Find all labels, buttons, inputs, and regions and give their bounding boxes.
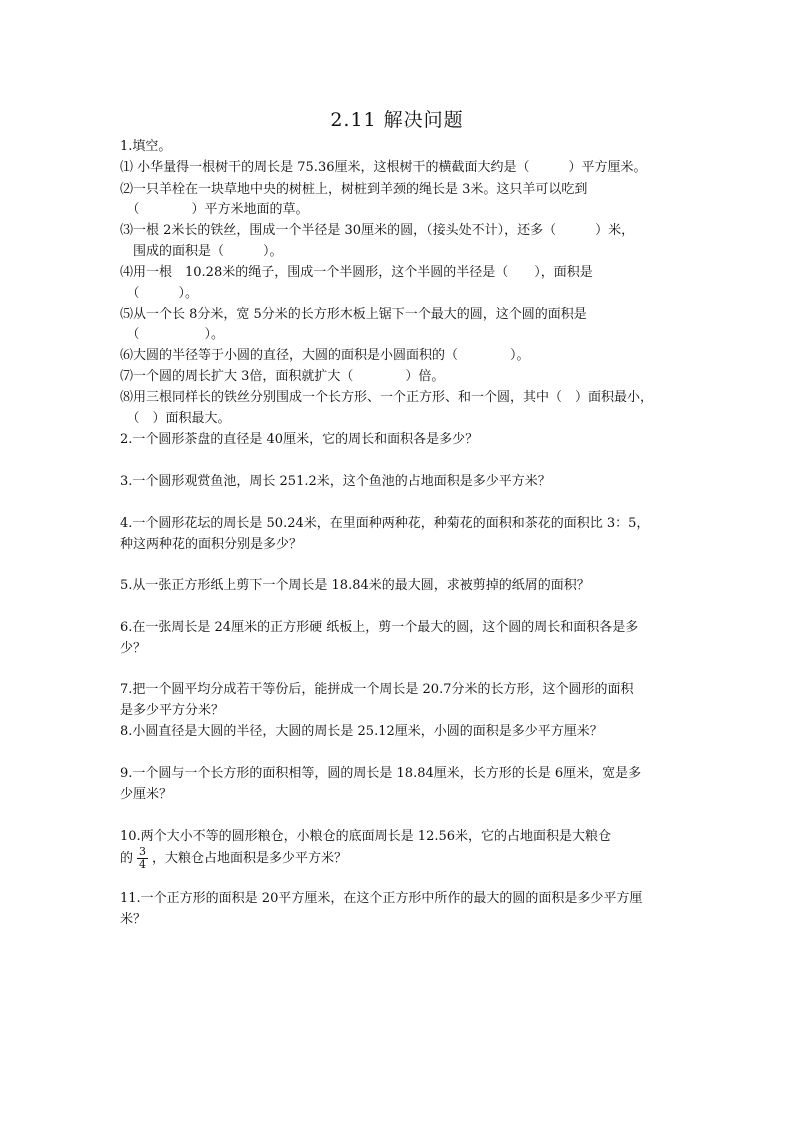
problem-6-line-2: 少？ — [120, 641, 147, 656]
problem-6-line-1: 6.在一张周长是 24厘米的正方形硬 纸板上，剪一个最大的圆，这个圆的周长和面积各是多 — [120, 620, 639, 635]
problem-10-suffix: ，大粮仓占地面积是多少平方米？ — [152, 851, 348, 866]
fill-item-8-line-2: （ ）面积最大。 — [120, 411, 231, 426]
fill-item-5-line-1: ⑸从一个长 8分米，宽 5分米的长方形木板上锯下一个最大的圆，这个圆的面积是 — [120, 307, 587, 322]
problem-5: 5.从一张正方形纸上剪下一个周长是 18.84米的最大圆，求被剪掉的纸屑的面积？ — [120, 578, 590, 593]
fill-item-1: ⑴ 小华量得一根树干的周长是 75.36厘米，这根树干的横截面大约是（ ）平方厘米。 — [120, 160, 647, 175]
problem-9-line-2: 少厘米？ — [120, 787, 173, 802]
fill-item-3-line-1: ⑶一根 2米长的铁丝，围成一个半径是 30厘米的圆，（接头处不计），还多（ ）米， — [120, 223, 635, 238]
problem-10-line-2 — [120, 846, 347, 871]
fraction-denominator: 4 — [139, 858, 147, 871]
section-fill-heading: 1.填空。 — [120, 139, 172, 154]
problem-11-line-1: 11.一个正方形的面积是 20平方厘米，在这个正方形中所作的最大的圆的面积是多少平方厘 — [120, 891, 643, 906]
fill-item-4-line-1: ⑷用一根 10.28米的绳子，围成一个半圆形，这个半圆的半径是（ ），面积是 — [120, 265, 593, 280]
fill-item-5-line-2: （ ）。 — [120, 327, 225, 342]
problem-10-line-1: 10.两个大小不等的圆形粮仓，小粮仓的底面周长是 12.56米，它的占地面积是大粮仓 — [120, 829, 612, 844]
fill-item-2-line-2: （ ）平方米地面的草。 — [120, 202, 309, 217]
fraction-numerator: 3 — [139, 845, 147, 858]
problem-7-line-1: 7.把一个圆平均分成若干等份后，能拼成一个周长是 20.7分米的长方形，这个圆形的面积 — [120, 682, 634, 697]
problem-7-line-2: 是多少平方分米？ — [120, 703, 225, 718]
fill-item-3-line-2: 围成的面积是（ ）。 — [120, 244, 283, 259]
problem-3: 3.一个圆形观赏鱼池，周长 251.2米，这个鱼池的占地面积是多少平方米？ — [120, 474, 551, 489]
problem-9-line-1: 9.一个圆与一个长方形的面积相等，圆的周长是 18.84厘米，长方形的长是 6厘米，宽是多 — [120, 766, 642, 781]
problem-2: 2.一个圆形茶盘的直径是 40厘米，它的周长和面积各是多少？ — [120, 432, 479, 447]
problem-8: 8.小圆直径是大圆的半径，大圆的周长是 25.12厘米，小圆的面积是多少平方厘米？ — [120, 724, 603, 739]
fill-item-4-line-2: （ ）。 — [120, 286, 199, 301]
page-title: 2.11 解决问题 — [330, 109, 464, 131]
fill-item-7: ⑺一个圆的周长扩大 3倍，面积就扩大（ ）倍。 — [120, 369, 445, 384]
problem-10-prefix: 的 — [120, 851, 134, 866]
problem-11-line-2: 米？ — [120, 912, 147, 927]
fraction-three-quarters — [137, 846, 148, 871]
fill-item-8-line-1: ⑻用三根同样长的铁丝分别围成一个长方形、一个正方形、和一个圆，其中（ ）面积最小， — [120, 390, 654, 405]
problem-4-line-1: 4.一个圆形花坛的周长是 50.24米，在里面种两种花，种菊花的面积和茶花的面积比 3：5， — [120, 516, 650, 531]
fill-item-6: ⑹大圆的半径等于小圆的直径，大圆的面积是小圆面积的（ ）。 — [120, 348, 530, 363]
fill-item-2-line-1: ⑵一只羊栓在一块草地中央的树桩上，树桩到羊颈的绳长是 3米。这只羊可以吃到 — [120, 182, 588, 197]
problem-4-line-2: 种这两种花的面积分别是多少？ — [120, 537, 303, 552]
